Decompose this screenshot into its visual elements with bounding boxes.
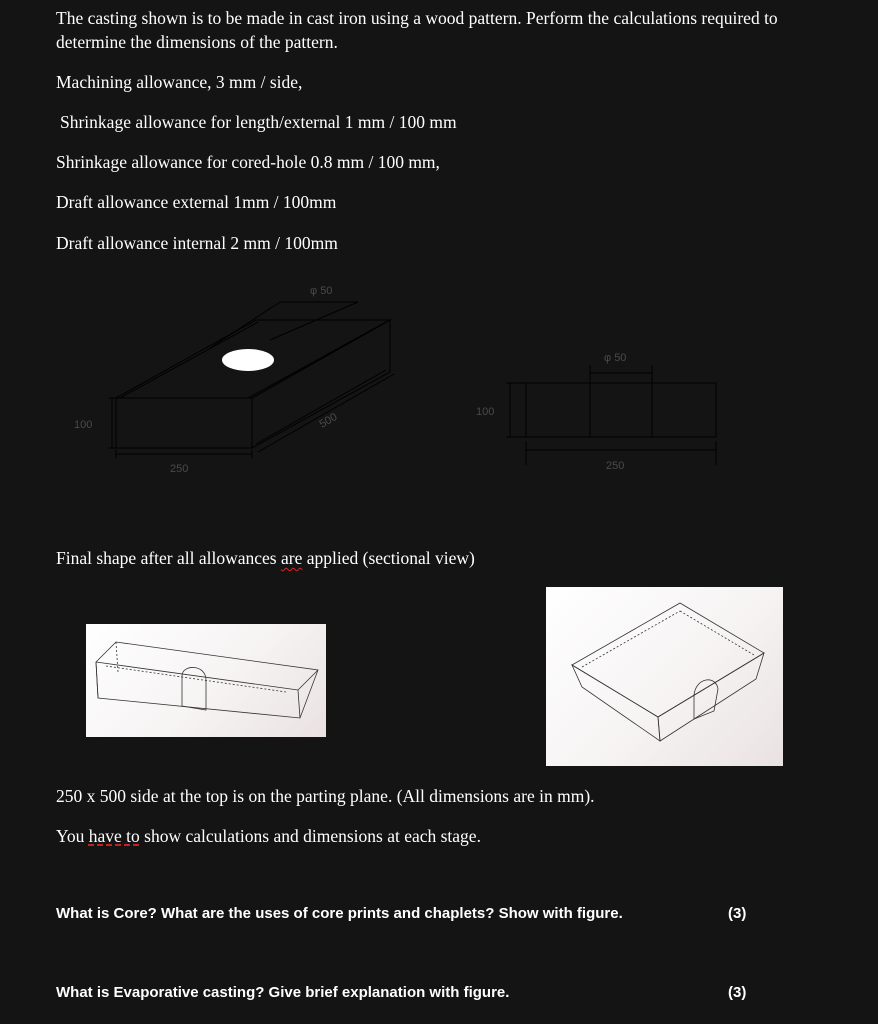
show-note-pre: You [56, 826, 89, 846]
allowance-draft-external: Draft allowance external 1mm / 100mm [56, 192, 337, 212]
final-shape-caption-are: are [280, 548, 303, 568]
iso-hole-dia-label: φ 50 [310, 285, 333, 297]
iso-width-label: 250 [170, 463, 189, 475]
allowance-draft-internal: Draft allowance internal 2 mm / 100mm [56, 233, 338, 253]
final-shape-caption [56, 548, 475, 569]
show-calculations-note [56, 826, 481, 847]
allowance-shrinkage-external: Shrinkage allowance for length/external 1 mm / 100 mm [60, 112, 457, 132]
question-core-marks: (3) [728, 905, 747, 922]
casting-isometric-figure [60, 280, 420, 480]
question-core: What is Core? What are the uses of core prints and chaplets? Show with figure. [56, 905, 623, 922]
show-note-have-to: have to [88, 826, 140, 846]
question-evaporative: What is Evaporative casting? Give brief explanation with figure. [56, 984, 510, 1001]
side-height-label: 100 [476, 406, 495, 418]
parting-plane-note: 250 x 500 side at the top is on the parting plane. (All dimensions are in mm). [56, 786, 595, 806]
side-hole-dia-label: φ 50 [604, 352, 627, 364]
show-note-post: show calculations and dimensions at each stage. [139, 826, 481, 846]
allowance-shrinkage-cored: Shrinkage allowance for cored-hole 0.8 mm / 100 mm, [56, 152, 440, 172]
final-shape-iso-image [546, 587, 783, 766]
side-length-label: 250 [606, 460, 625, 472]
final-shape-caption-post: applied (sectional view) [302, 548, 475, 568]
iso-length-label: 500 [317, 411, 340, 431]
allowance-machining: Machining allowance, 3 mm / side, [56, 72, 303, 92]
iso-height-label: 100 [74, 419, 93, 431]
final-shape-caption-pre: Final shape after all allowances [56, 548, 281, 568]
question-intro: The casting shown is to be made in cast iron using a wood pattern. Perform the calculations required to determine the dimensions of the pattern. [56, 8, 778, 52]
question-evaporative-marks: (3) [728, 984, 747, 1001]
final-shape-front-image [86, 624, 326, 737]
casting-side-view-figure [470, 345, 730, 475]
